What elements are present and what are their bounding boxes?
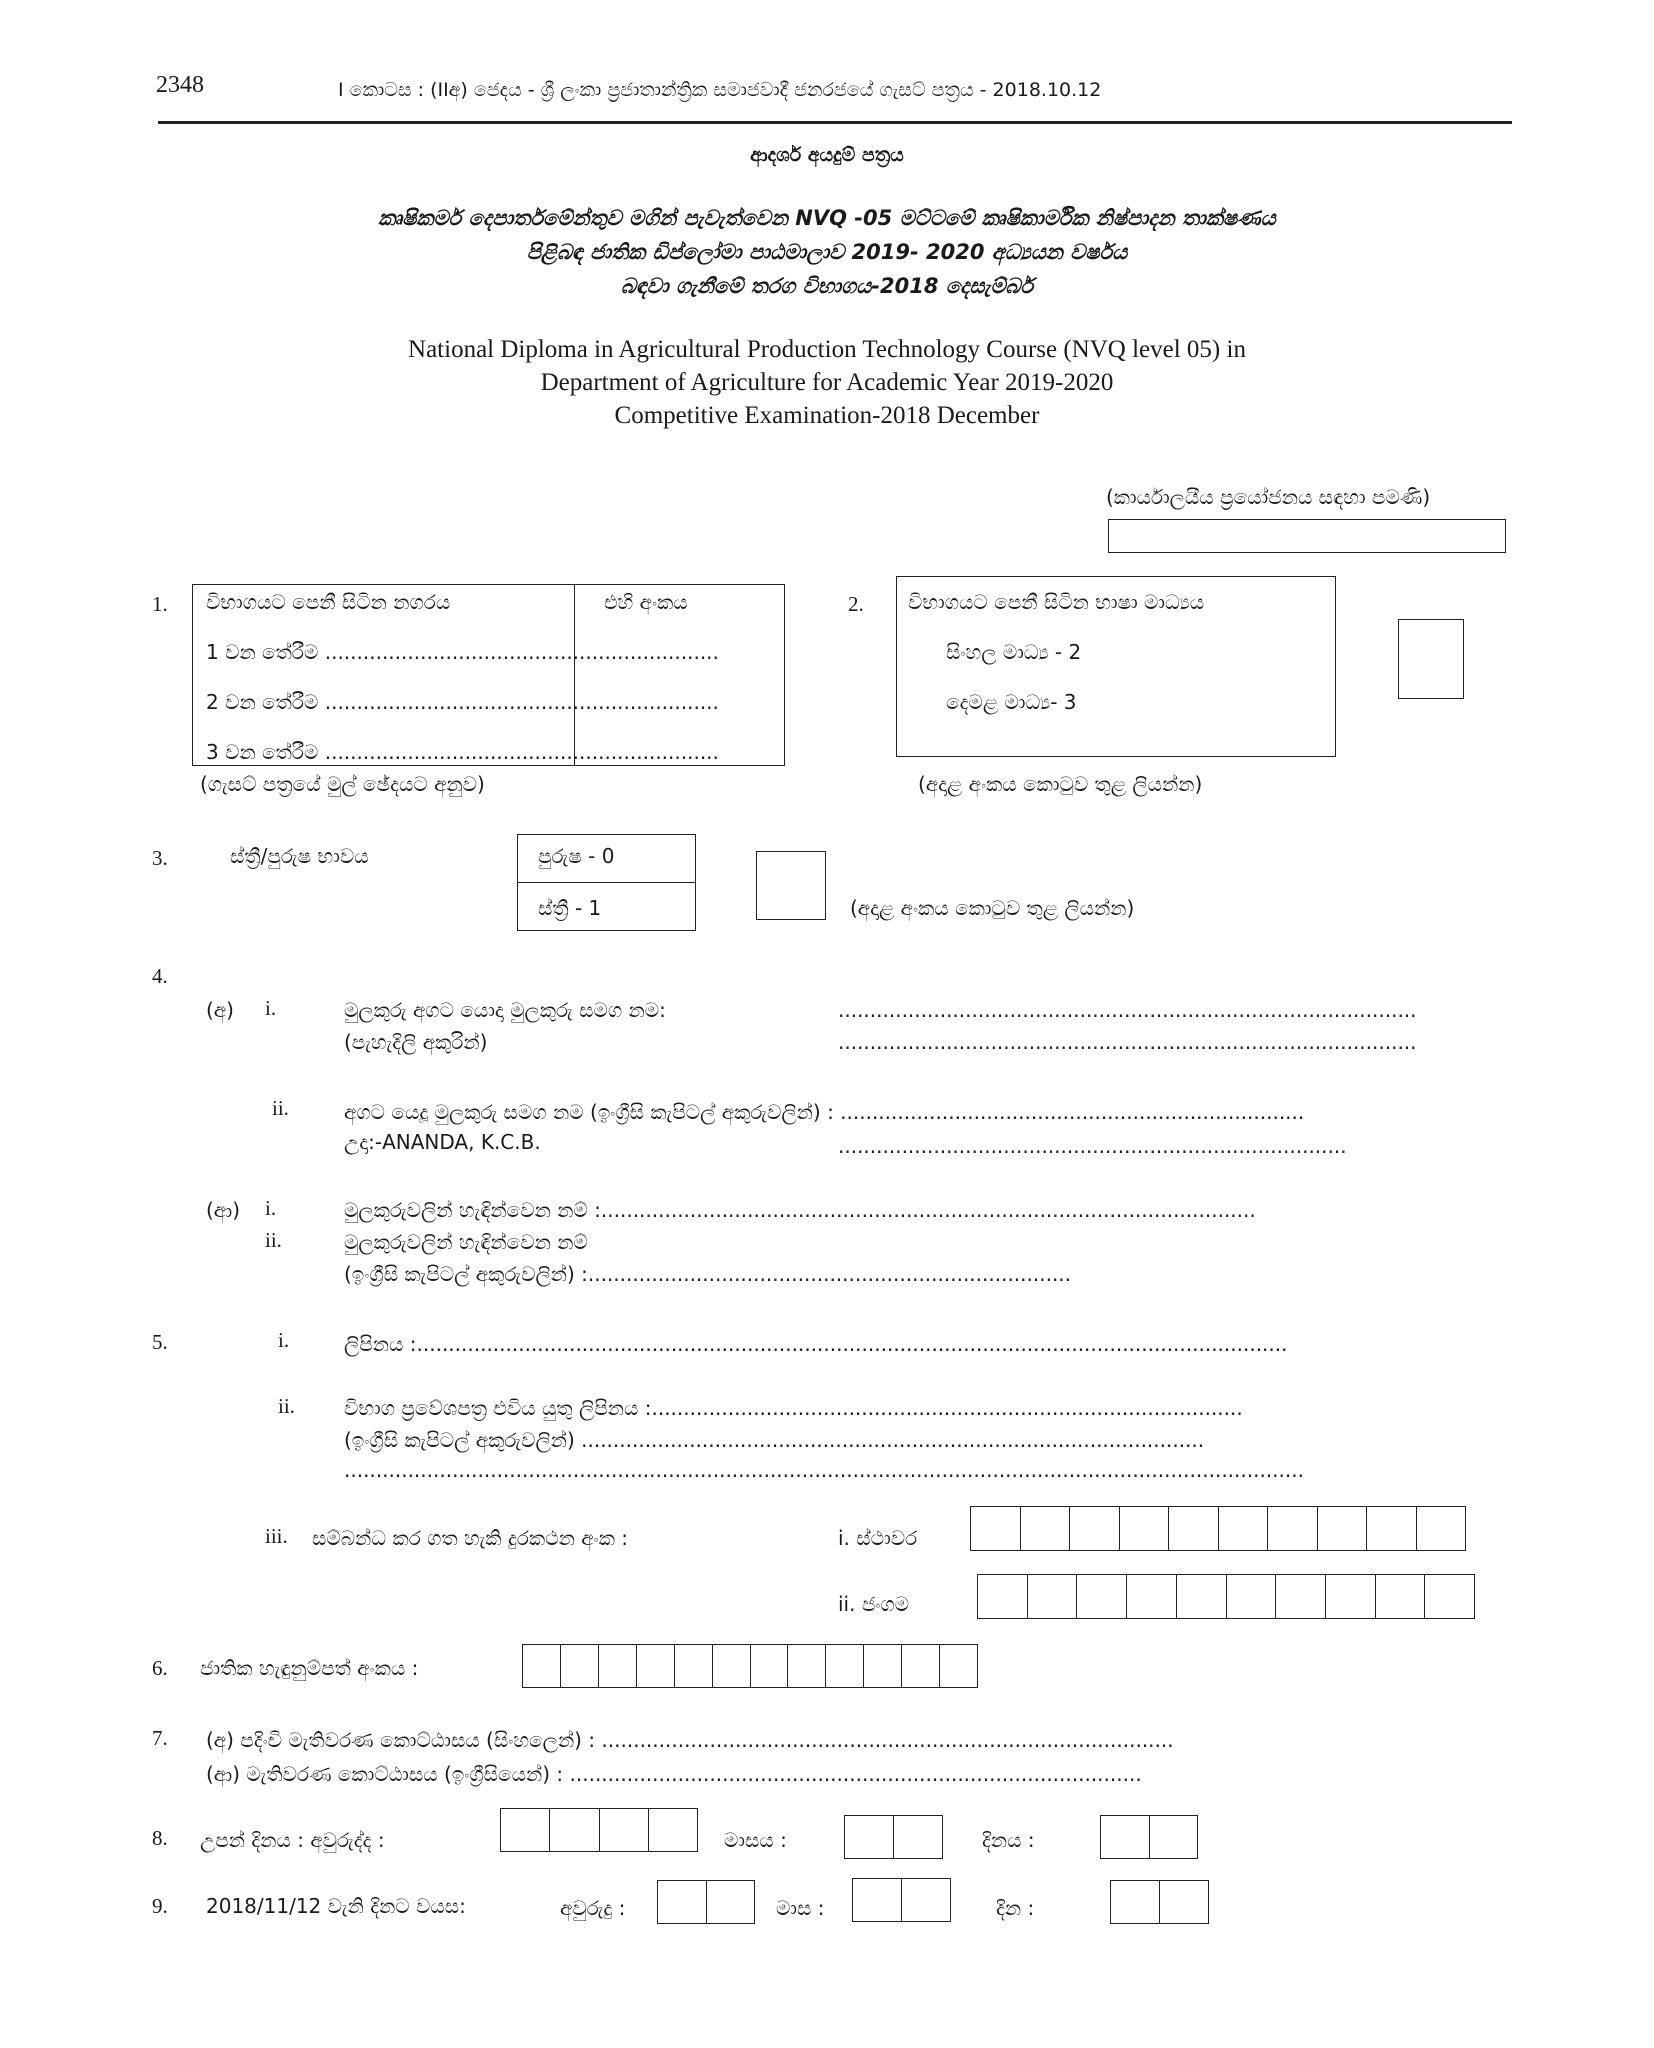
- form-title: ආදර්ශ අයදුම් පත්‍රය: [750, 144, 904, 166]
- office-use-field[interactable]: [1108, 519, 1506, 553]
- q8-month-label: මාසය :: [724, 1828, 787, 1852]
- q6-number: 6.: [152, 1656, 168, 1680]
- office-use-label: (කාර්යාලයීය ප්‍රයෝජනය සඳහා පමණි): [1106, 485, 1431, 509]
- q1-choice-2[interactable]: 2 වන තේරීම ..............................................................: [206, 690, 719, 714]
- q7-b-field[interactable]: (ආ) මැතිවරණ කොට්ඨාසය (ඉංග්‍රීසියෙන්) : ..........................................................................................: [206, 1762, 1142, 1786]
- english-title-line-1: National Diploma in Agricultural Production Technology Course (NVQ level 05) in: [408, 336, 1246, 363]
- digit-cell[interactable]: [863, 1645, 901, 1687]
- q6-label: ජාතික හැඳුනුම්පත් අංකය :: [200, 1656, 419, 1680]
- q3-note: (අදාළ අංකය කොටුව තුළ ලියන්න): [850, 896, 1135, 920]
- q4-b-i-number: i.: [265, 1196, 277, 1220]
- digit-cell[interactable]: [1111, 1881, 1159, 1923]
- digit-cell[interactable]: [560, 1645, 598, 1687]
- q9-months-label: මාස :: [776, 1896, 825, 1920]
- q8-birth-year-label: උපන් දිනය : අවුරුද්ද :: [200, 1828, 385, 1852]
- q1-city-header: විභාගයට පෙනී සිටින නගරය: [206, 590, 451, 614]
- digit-cell[interactable]: [901, 1645, 939, 1687]
- q4-b-marker: (ආ): [206, 1198, 241, 1222]
- q5-ii-extra-line[interactable]: .......................................................................................................................................................: [344, 1458, 1304, 1482]
- q4-a-i-number: i.: [265, 996, 277, 1020]
- digit-cell[interactable]: [1149, 1816, 1198, 1858]
- q4-a-i-sublabel: (පැහැදිලි අකුරින්): [344, 1030, 488, 1054]
- q8-number: 8.: [152, 1826, 168, 1850]
- q2-medium-input-box[interactable]: [1398, 619, 1464, 699]
- q5-iii-label: සම්බන්ධ කර ගත හැකි දුරකථන අංක :: [312, 1526, 629, 1550]
- q3-label: ස්ත්‍රී/පුරුෂ භාවය: [230, 844, 369, 868]
- digit-cell[interactable]: [501, 1809, 549, 1851]
- q4-b-ii-label: මුලකුරුවලින් හැඳින්වෙන නම්: [344, 1230, 588, 1254]
- q5-ii-number: ii.: [278, 1394, 295, 1418]
- digit-cell[interactable]: [1317, 1507, 1367, 1550]
- landline-number-grid[interactable]: [970, 1506, 1466, 1551]
- q2-header: විභාගයට පෙනී සිටින භාෂා මාධ්‍යය: [908, 590, 1205, 614]
- digit-cell[interactable]: [893, 1816, 942, 1858]
- q2-note: (අදාළ අංකය කොටුව තුළ ලියන්න): [918, 772, 1203, 796]
- q4-a-i-field-1[interactable]: ...........................................................................................: [838, 998, 1417, 1022]
- digit-cell[interactable]: [825, 1645, 863, 1687]
- digit-cell[interactable]: [1020, 1507, 1070, 1550]
- q5-ii-sublabel[interactable]: (ඉංග්‍රීසි කැපිටල් අකුරුවලින්) ..................................................................................................: [344, 1428, 1205, 1452]
- digit-cell[interactable]: [1126, 1575, 1176, 1618]
- q1-number-header: එහි අංකය: [604, 590, 688, 614]
- q9-years-label: අවුරුදු :: [560, 1896, 626, 1920]
- q4-a-i-field-2[interactable]: ...........................................................................................: [838, 1030, 1417, 1054]
- q4-b-ii-sublabel[interactable]: (ඉංග්‍රීසි කැපිටල් අකුරුවලින්) :............................................................................: [344, 1262, 1072, 1286]
- digit-cell[interactable]: [1325, 1575, 1375, 1618]
- digit-cell[interactable]: [1366, 1507, 1416, 1550]
- digit-cell[interactable]: [978, 1575, 1027, 1618]
- q5-ii-label[interactable]: විභාග ප්‍රවේශපත්‍ර එවිය යුතු ලිපිනය :.............................................................................................: [344, 1396, 1243, 1420]
- q4-b-ii-number: ii.: [265, 1228, 282, 1252]
- mobile-label: ii. ජංගම: [838, 1592, 910, 1616]
- digit-cell[interactable]: [523, 1645, 560, 1687]
- digit-cell[interactable]: [706, 1881, 755, 1923]
- digit-cell[interactable]: [1168, 1507, 1218, 1550]
- q1-column-divider: [574, 584, 575, 766]
- digit-cell[interactable]: [853, 1879, 901, 1921]
- digit-cell[interactable]: [1119, 1507, 1169, 1550]
- sinhala-title-line-3: බඳවා ගැනීමේ තරග විභාගය-2018 දෙසැම්බර්: [620, 274, 1034, 298]
- digit-cell[interactable]: [1226, 1575, 1276, 1618]
- english-title-line-2: Department of Agriculture for Academic Year 2019-2020: [540, 369, 1114, 396]
- header-rule: [158, 121, 1512, 124]
- age-years-grid[interactable]: [657, 1880, 755, 1924]
- birth-month-grid[interactable]: [844, 1815, 943, 1859]
- q1-choice-1[interactable]: 1 වන තේරීම ..............................................................: [206, 640, 719, 664]
- digit-cell[interactable]: [845, 1816, 893, 1858]
- digit-cell[interactable]: [648, 1809, 697, 1851]
- q8-day-label: දිනය :: [982, 1828, 1035, 1852]
- q2-option-tamil: දෙමළ මාධ්‍ය- 3: [946, 690, 1077, 714]
- digit-cell[interactable]: [1027, 1575, 1077, 1618]
- q4-a-ii-field[interactable]: ................................................................................: [838, 1134, 1347, 1158]
- q4-a-i-label: මුලකුරු අගට යොදා මුලකුරු සමග නම:: [344, 998, 666, 1022]
- digit-cell[interactable]: [1069, 1507, 1119, 1550]
- gazette-header: I කොටස : (IIඅ) ජෙදය - ශ්‍රී ලංකා ප්‍රජාතාන්ත්‍රික සමාජවාදී ජනරජයේ ගැසට් පත්‍රය - 2018.10.12: [338, 79, 1102, 101]
- digit-cell[interactable]: [750, 1645, 788, 1687]
- birth-day-grid[interactable]: [1100, 1815, 1198, 1859]
- q4-a-marker: (අ): [206, 998, 234, 1022]
- q4-a-ii-label[interactable]: අගට යෙදූ මුලකුරු සමග නම (ඉංග්‍රීසි කැපිටල් අකුරුවලින්) : .........................................................................: [344, 1100, 1305, 1124]
- page-number: 2348: [156, 72, 204, 98]
- english-title-line-3: Competitive Examination-2018 December: [614, 402, 1040, 429]
- q1-note: (ගැසට් පත්‍රයේ මුල් ඡේදයට අනුව): [200, 772, 485, 796]
- digit-cell[interactable]: [1076, 1575, 1126, 1618]
- q9-age-label: 2018/11/12 වැනි දිනට වයස:: [206, 1894, 466, 1918]
- q9-days-label: දින :: [996, 1896, 1035, 1920]
- digit-cell[interactable]: [787, 1645, 825, 1687]
- digit-cell[interactable]: [658, 1881, 706, 1923]
- q2-number: 2.: [848, 592, 864, 616]
- q4-a-ii-example: උදා:-ANANDA, K.C.B.: [344, 1130, 541, 1154]
- digit-cell[interactable]: [901, 1879, 950, 1921]
- sinhala-title-line-2: පිළිබඳ ජාතික ඩිප්ලෝමා පාඨමාලාව 2019- 2020 අධ්‍යයන වර්ෂය: [526, 240, 1128, 264]
- digit-cell[interactable]: [1159, 1881, 1208, 1923]
- q3-gender-input-box[interactable]: [756, 851, 826, 920]
- digit-cell[interactable]: [712, 1645, 750, 1687]
- birth-year-grid[interactable]: [500, 1808, 698, 1852]
- digit-cell[interactable]: [1424, 1575, 1474, 1618]
- q5-iii-number: iii.: [265, 1524, 288, 1548]
- mobile-number-grid[interactable]: [977, 1574, 1475, 1619]
- digit-cell[interactable]: [1101, 1816, 1149, 1858]
- digit-cell[interactable]: [636, 1645, 674, 1687]
- q5-address-field[interactable]: ලිපිනය :.........................................................................................................................................: [344, 1332, 1288, 1356]
- landline-label: i. ස්ථාවර: [838, 1526, 918, 1550]
- q9-number: 9.: [152, 1894, 168, 1918]
- q4-b-i-label[interactable]: මුලකුරුවලින් හැඳින්වෙන නම් :.......................................................................................................: [344, 1198, 1256, 1222]
- q1-number: 1.: [152, 592, 168, 616]
- q7-number: 7.: [152, 1726, 168, 1750]
- q4-a-ii-number: ii.: [272, 1096, 289, 1120]
- digit-cell[interactable]: [599, 1809, 648, 1851]
- digit-cell[interactable]: [939, 1645, 977, 1687]
- q3-option-male: පුරුෂ - 0: [538, 844, 615, 868]
- q3-option-female: ස්ත්‍රී - 1: [538, 896, 602, 920]
- q2-option-sinhala: සිංහල මාධ්‍ය - 2: [946, 640, 1082, 664]
- digit-cell[interactable]: [1375, 1575, 1425, 1618]
- q4-number: 4.: [152, 964, 168, 988]
- digit-cell[interactable]: [549, 1809, 598, 1851]
- digit-cell[interactable]: [1267, 1507, 1317, 1550]
- q3-number: 3.: [152, 846, 168, 870]
- age-months-grid[interactable]: [852, 1878, 951, 1922]
- digit-cell[interactable]: [1176, 1575, 1226, 1618]
- q3-options-divider: [517, 882, 696, 883]
- nic-number-grid[interactable]: [522, 1644, 978, 1688]
- digit-cell[interactable]: [598, 1645, 636, 1687]
- digit-cell[interactable]: [1416, 1507, 1466, 1550]
- sinhala-title-line-1: කෘෂිකර්ම දෙපාර්තමේන්තුව මගින් පැවැත්වෙන NVQ -05 මට්ටමේ කෘෂිකාර්මික නිෂ්පාදන තාක්ෂණය: [378, 206, 1276, 230]
- q7-a-field[interactable]: (අ) පදිංචි මැතිවරණ කොට්ඨාසය (සිංහලෙන්) : ..........................................................................................: [206, 1728, 1174, 1752]
- q5-i-number: i.: [278, 1328, 290, 1352]
- digit-cell[interactable]: [1275, 1575, 1325, 1618]
- digit-cell[interactable]: [674, 1645, 712, 1687]
- age-days-grid[interactable]: [1110, 1880, 1209, 1924]
- q1-choice-3[interactable]: 3 වන තේරීම ..............................................................: [206, 740, 719, 764]
- digit-cell[interactable]: [1218, 1507, 1268, 1550]
- digit-cell[interactable]: [971, 1507, 1020, 1550]
- q5-number: 5.: [152, 1330, 168, 1354]
